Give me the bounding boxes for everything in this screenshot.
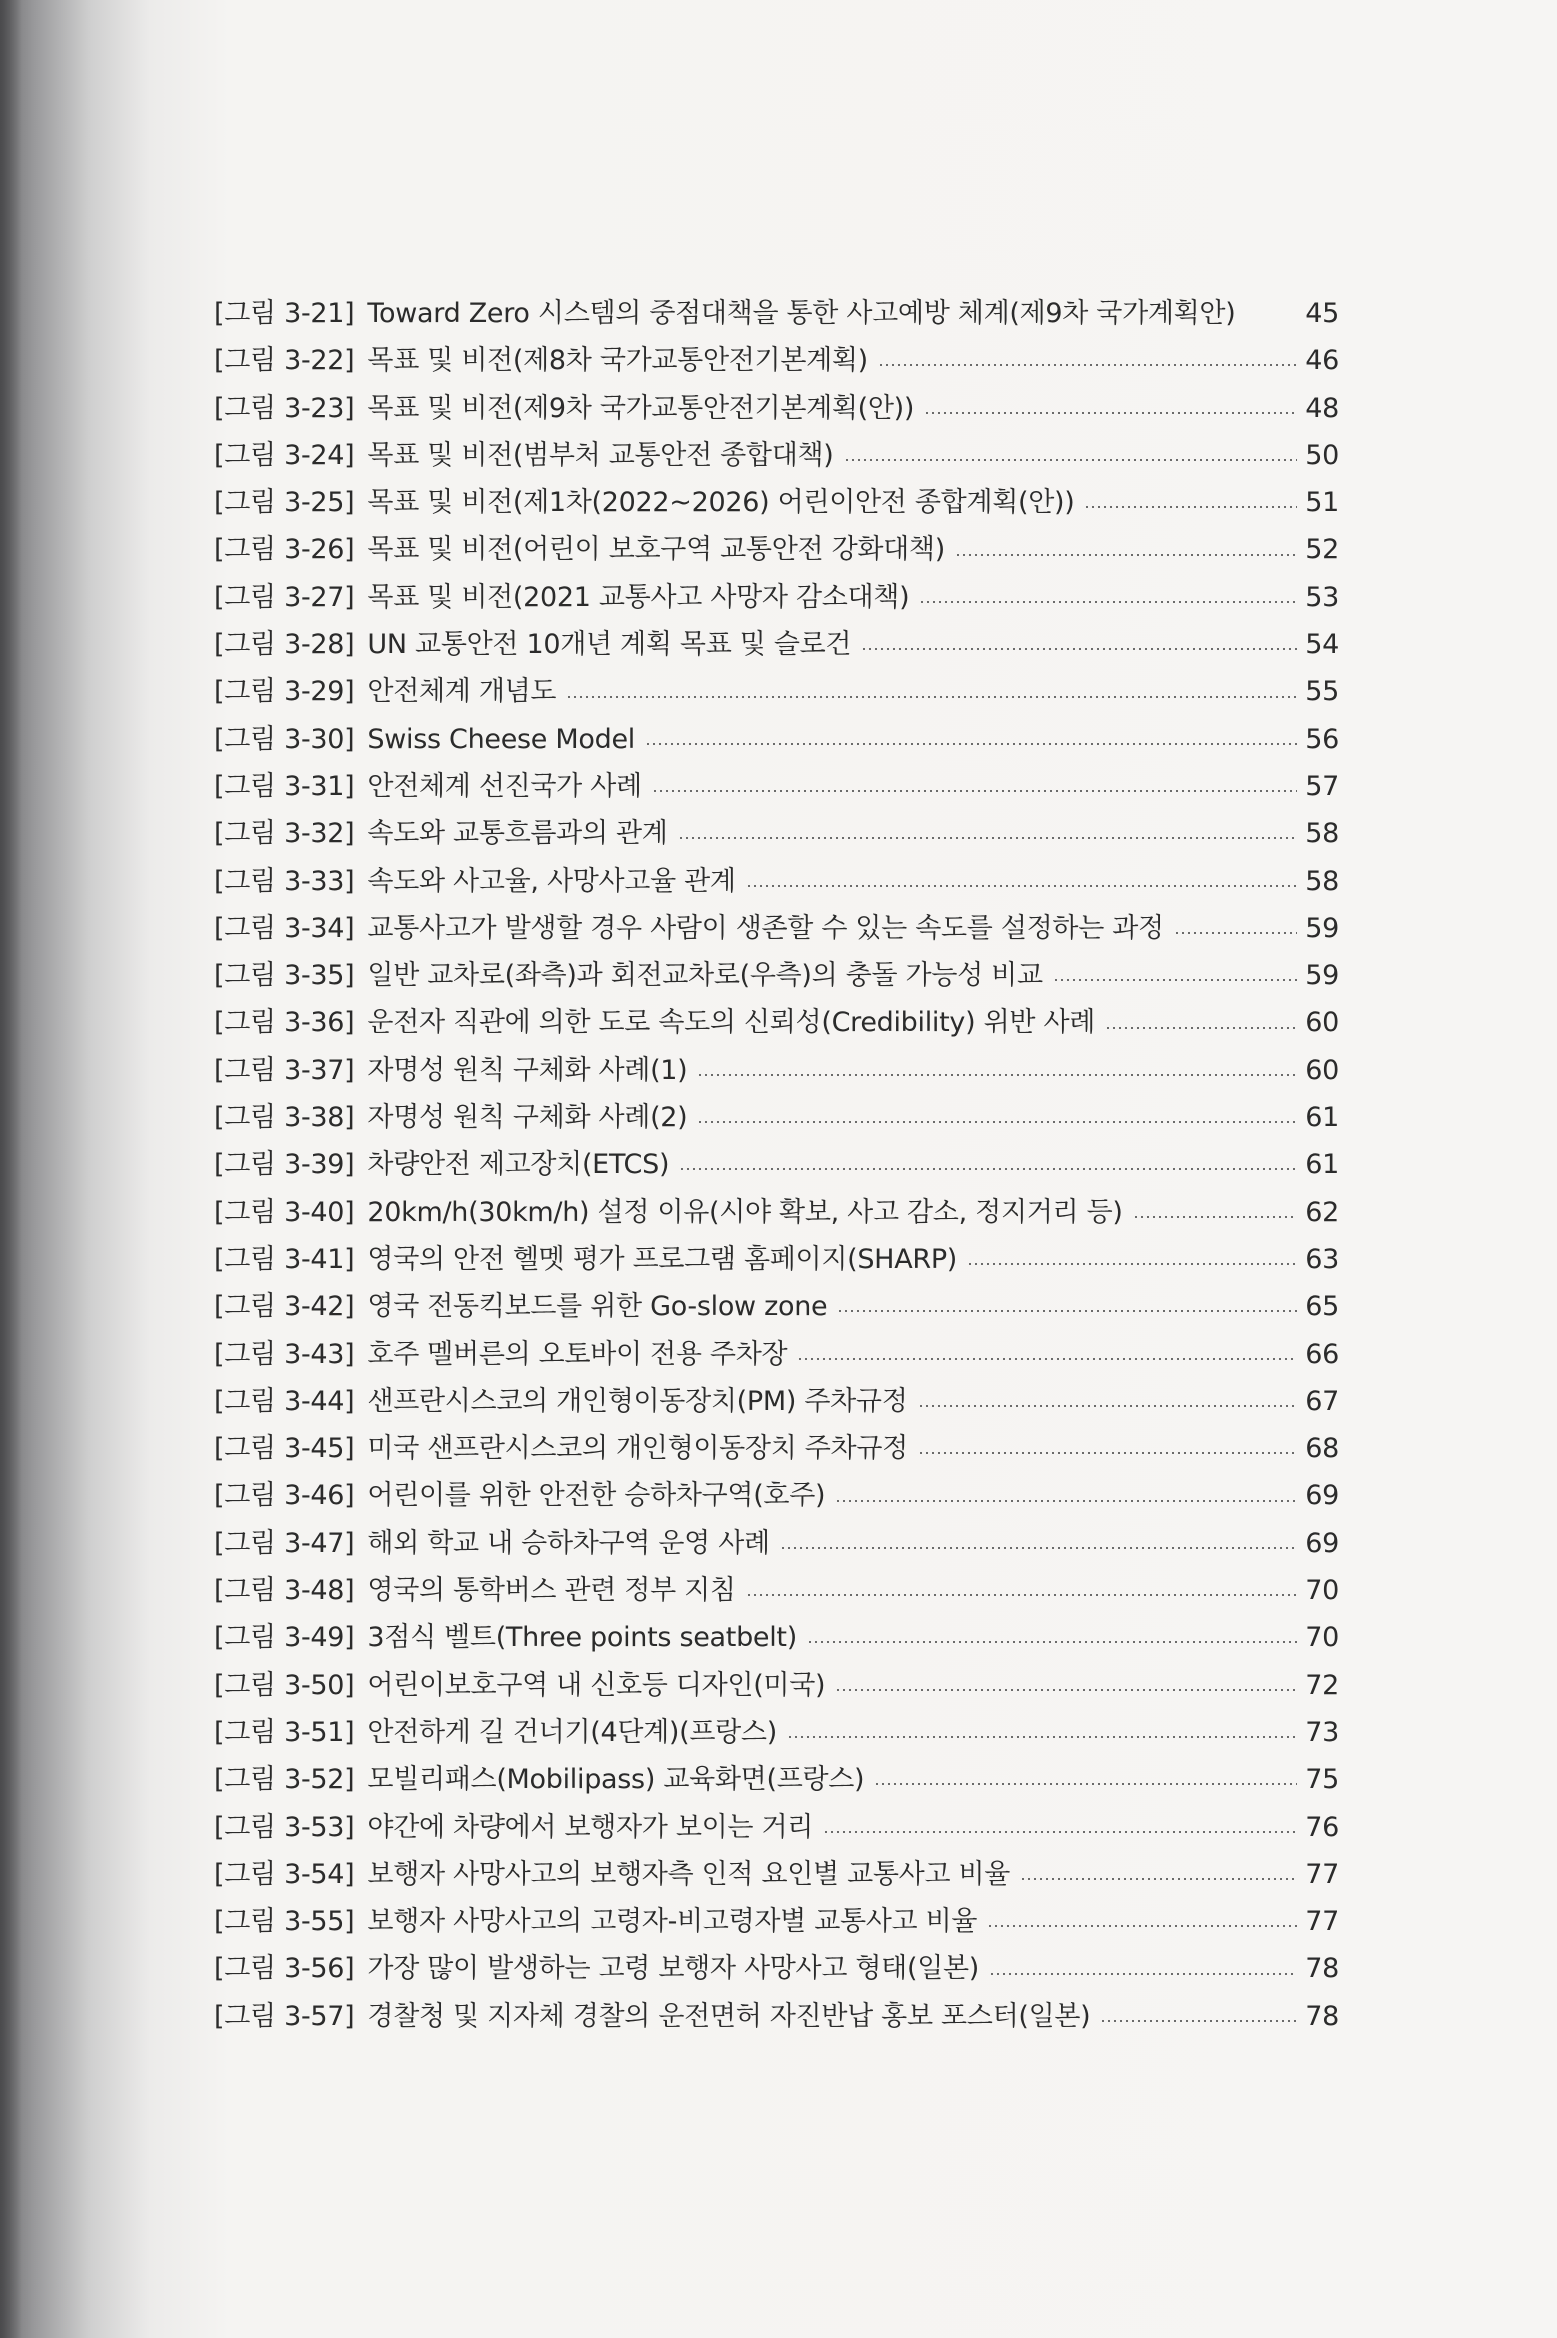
figure-number: [그림 3-49] [214, 1622, 355, 1654]
figure-number: [그림 3-23] [214, 392, 355, 424]
toc-entry [214, 1472, 1339, 1519]
page-number: 46 [1305, 345, 1339, 377]
toc-entry [214, 1993, 1339, 2040]
dot-leader [645, 743, 1297, 745]
toc-entry [214, 1283, 1339, 1330]
figure-number: [그림 3-22] [214, 345, 355, 377]
page-number: 69 [1305, 1527, 1339, 1559]
figure-number: [그림 3-47] [214, 1527, 355, 1559]
dot-leader [861, 648, 1297, 650]
dot-leader [967, 1263, 1297, 1265]
toc-entry [214, 1804, 1339, 1851]
figure-title: 차량안전 제고장치(ETCS) [367, 1149, 670, 1181]
figure-title: 호주 멜버른의 오토바이 전용 주차장 [367, 1338, 788, 1370]
dot-leader [1133, 1216, 1298, 1218]
dot-leader [835, 1689, 1297, 1691]
dot-leader [924, 412, 1297, 414]
figure-title: 안전체계 개념도 [367, 676, 557, 708]
figure-title: Swiss Cheese Model [367, 723, 635, 755]
figure-title: 야간에 차량에서 보행자가 보이는 거리 [367, 1811, 814, 1843]
page-number: 78 [1305, 1953, 1339, 1985]
page-number: 54 [1305, 629, 1339, 661]
dot-leader [919, 601, 1297, 603]
figure-number: [그림 3-52] [214, 1764, 355, 1796]
figure-title: 20km/h(30km/h) 설정 이유(시야 확보, 사고 감소, 정지거리 등) [367, 1196, 1123, 1228]
toc-entry [214, 668, 1339, 715]
figure-number: [그림 3-21] [214, 298, 355, 329]
dot-leader [787, 1736, 1297, 1738]
figure-title: 목표 및 비전(범부처 교통안전 종합대책) [367, 439, 834, 471]
page-number: 58 [1305, 865, 1339, 897]
dot-leader [746, 1594, 1298, 1596]
toc-entry [214, 1756, 1339, 1803]
figure-number: [그림 3-45] [214, 1433, 355, 1465]
figure-number: [그림 3-57] [214, 2000, 355, 2032]
dot-leader [989, 1973, 1297, 1975]
dot-leader [1174, 932, 1297, 934]
figure-title: 자명성 원칙 구체화 사례(2) [367, 1102, 688, 1134]
figure-title: 영국의 안전 헬멧 평가 프로그램 홈페이지(SHARP) [367, 1243, 958, 1275]
figure-number: [그림 3-36] [214, 1007, 355, 1039]
figure-number: [그림 3-50] [214, 1669, 355, 1701]
page-number: 61 [1305, 1149, 1339, 1181]
toc-entry [214, 1378, 1339, 1425]
figure-number: [그림 3-56] [214, 1953, 355, 1985]
dot-leader [678, 837, 1298, 839]
toc-entry [214, 763, 1339, 810]
dot-leader [1105, 1027, 1297, 1029]
figure-title: UN 교통안전 10개년 계획 목표 및 슬로건 [367, 629, 852, 661]
figure-number: [그림 3-43] [214, 1338, 355, 1370]
figure-title: 안전체계 선진국가 사례 [367, 770, 642, 802]
dot-leader [566, 696, 1297, 698]
toc-entry [214, 1709, 1339, 1756]
page-number: 76 [1305, 1811, 1339, 1843]
dot-leader [697, 1074, 1297, 1076]
page-number: 56 [1305, 723, 1339, 755]
figure-title: 가장 많이 발생하는 고령 보행자 사망사고 형태(일본) [367, 1953, 979, 1985]
page-number: 50 [1305, 439, 1339, 471]
figure-number: [그림 3-40] [214, 1196, 355, 1228]
toc-entry [214, 621, 1339, 668]
figure-title: 보행자 사망사고의 보행자측 인적 요인별 교통사고 비율 [367, 1858, 1011, 1890]
toc-entry [214, 1898, 1339, 1945]
dot-leader [878, 364, 1297, 366]
toc-entry [214, 1331, 1339, 1378]
dot-leader [746, 885, 1298, 887]
figure-number: [그림 3-24] [214, 439, 355, 471]
figure-title: 목표 및 비전(제9차 국가교통안전기본계획(안)) [367, 392, 915, 424]
page-number: 58 [1305, 818, 1339, 850]
figure-title: 3점식 벨트(Three points seatbelt) [367, 1622, 797, 1654]
dot-leader [1241, 317, 1297, 319]
toc-entry [214, 526, 1339, 573]
page-number: 57 [1305, 770, 1339, 802]
figure-list [214, 290, 1339, 2040]
page-number: 48 [1305, 392, 1339, 424]
toc-entry [214, 1094, 1339, 1141]
page-number: 72 [1305, 1669, 1339, 1701]
figure-number: [그림 3-28] [214, 629, 355, 661]
figure-title: 경찰청 및 지자체 경찰의 운전면허 자진반납 홍보 포스터(일본) [367, 2000, 1091, 2032]
figure-number: [그림 3-53] [214, 1811, 355, 1843]
page-number: 63 [1305, 1243, 1339, 1275]
figure-title: 해외 학교 내 승하차구역 운영 사례 [367, 1527, 770, 1559]
figure-number: [그림 3-51] [214, 1716, 355, 1748]
figure-number: [그림 3-29] [214, 676, 355, 708]
toc-entry [214, 1662, 1339, 1709]
toc-entry [214, 858, 1339, 905]
figure-title: 목표 및 비전(제1차(2022~2026) 어린이안전 종합계획(안)) [367, 487, 1075, 519]
page-number: 52 [1305, 534, 1339, 566]
dot-leader [652, 790, 1297, 792]
page-number: 69 [1305, 1480, 1339, 1512]
figure-title: 목표 및 비전(어린이 보호구역 교통안전 강화대책) [367, 534, 945, 566]
dot-leader [955, 554, 1297, 556]
figure-number: [그림 3-46] [214, 1480, 355, 1512]
page-number: 60 [1305, 1054, 1339, 1086]
page-number: 45 [1305, 298, 1339, 329]
toc-entry [214, 1141, 1339, 1188]
page-number: 53 [1305, 581, 1339, 613]
toc-entry [214, 1567, 1339, 1614]
figure-number: [그림 3-33] [214, 865, 355, 897]
page-number: 70 [1305, 1575, 1339, 1607]
toc-entry [214, 1236, 1339, 1283]
figure-title: Toward Zero 시스템의 중점대책을 통한 사고예방 체계(제9차 국가계획안) [367, 298, 1236, 329]
dot-leader [807, 1641, 1297, 1643]
figure-number: [그림 3-25] [214, 487, 355, 519]
figure-title: 교통사고가 발생할 경우 사람이 생존할 수 있는 속도를 설정하는 과정 [367, 912, 1164, 944]
figure-title: 어린이보호구역 내 신호등 디자인(미국) [367, 1669, 826, 1701]
page-number: 78 [1305, 2000, 1339, 2032]
page-number: 62 [1305, 1196, 1339, 1228]
figure-number: [그림 3-34] [214, 912, 355, 944]
toc-entry [214, 716, 1339, 763]
figure-number: [그림 3-41] [214, 1243, 355, 1275]
toc-entry [214, 432, 1339, 479]
figure-title: 목표 및 비전(제8차 국가교통안전기본계획) [367, 345, 868, 377]
figure-title: 목표 및 비전(2021 교통사고 사망자 감소대책) [367, 581, 910, 613]
page-number: 59 [1305, 912, 1339, 944]
figure-number: [그림 3-44] [214, 1385, 355, 1417]
dot-leader [697, 1121, 1297, 1123]
dot-leader [1020, 1878, 1297, 1880]
toc-entry [214, 1047, 1339, 1094]
page-number: 77 [1305, 1858, 1339, 1890]
figure-number: [그림 3-31] [214, 770, 355, 802]
figure-title: 미국 샌프란시스코의 개인형이동장치 주차규정 [367, 1433, 908, 1465]
dot-leader [1053, 979, 1297, 981]
toc-entry [214, 810, 1339, 857]
page-number: 65 [1305, 1291, 1339, 1323]
dot-leader [837, 1310, 1297, 1312]
page-number: 66 [1305, 1338, 1339, 1370]
figure-number: [그림 3-38] [214, 1102, 355, 1134]
toc-entry [214, 290, 1339, 337]
spine-shadow [0, 0, 22, 2338]
figure-title: 자명성 원칙 구체화 사례(1) [367, 1054, 688, 1086]
dot-leader [1100, 2020, 1297, 2022]
dot-leader [918, 1452, 1297, 1454]
toc-entry [214, 905, 1339, 952]
dot-leader [844, 459, 1298, 461]
figure-title: 영국의 통학버스 관련 정부 지침 [367, 1575, 736, 1607]
figure-title: 속도와 교통흐름과의 관계 [367, 818, 668, 850]
toc-entry [214, 999, 1339, 1046]
figure-number: [그림 3-32] [214, 818, 355, 850]
figure-title: 안전하게 길 건너기(4단계)(프랑스) [367, 1716, 777, 1748]
page-number: 70 [1305, 1622, 1339, 1654]
dot-leader [780, 1547, 1297, 1549]
dot-leader [918, 1405, 1298, 1407]
figure-title: 운전자 직관에 의한 도로 속도의 신뢰성(Credibility) 위반 사례 [367, 1007, 1096, 1039]
figure-number: [그림 3-27] [214, 581, 355, 613]
page-number: 77 [1305, 1906, 1339, 1938]
dot-leader [679, 1168, 1297, 1170]
figure-title: 속도와 사고율, 사망사고율 관계 [367, 865, 736, 897]
toc-entry [214, 1520, 1339, 1567]
page-number: 68 [1305, 1433, 1339, 1465]
page-number: 59 [1305, 960, 1339, 992]
figure-title: 모빌리패스(Mobilipass) 교육화면(프랑스) [367, 1764, 865, 1796]
page-number: 67 [1305, 1385, 1339, 1417]
figure-title: 샌프란시스코의 개인형이동장치(PM) 주차규정 [367, 1385, 908, 1417]
page-number: 73 [1305, 1716, 1339, 1748]
toc-entry [214, 479, 1339, 526]
toc-entry [214, 952, 1339, 999]
dot-leader [987, 1925, 1297, 1927]
figure-title: 영국 전동킥보드를 위한 Go-slow zone [367, 1291, 828, 1323]
figure-number: [그림 3-48] [214, 1575, 355, 1607]
page-number: 61 [1305, 1102, 1339, 1134]
figure-title: 어린이를 위한 안전한 승하차구역(호주) [367, 1480, 826, 1512]
figure-number: [그림 3-55] [214, 1906, 355, 1938]
figure-number: [그림 3-37] [214, 1054, 355, 1086]
toc-entry [214, 1189, 1339, 1236]
dot-leader [823, 1831, 1297, 1833]
toc-entry [214, 574, 1339, 621]
toc-entry [214, 1945, 1339, 1992]
figure-title: 일반 교차로(좌측)과 회전교차로(우측)의 충돌 가능성 비교 [367, 960, 1043, 992]
figure-number: [그림 3-30] [214, 723, 355, 755]
toc-entry [214, 1425, 1339, 1472]
page-number: 60 [1305, 1007, 1339, 1039]
toc-entry [214, 385, 1339, 432]
figure-number: [그림 3-26] [214, 534, 355, 566]
figure-title: 보행자 사망사고의 고령자-비고령자별 교통사고 비율 [367, 1906, 978, 1938]
figure-number: [그림 3-35] [214, 960, 355, 992]
toc-entry [214, 1851, 1339, 1898]
figure-number: [그림 3-54] [214, 1858, 355, 1890]
figure-number: [그림 3-39] [214, 1149, 355, 1181]
page-number: 51 [1305, 487, 1339, 519]
toc-entry [214, 337, 1339, 384]
toc-entry [214, 1614, 1339, 1661]
dot-leader [835, 1500, 1297, 1502]
page-number: 55 [1305, 676, 1339, 708]
dot-leader [1084, 506, 1297, 508]
page-number: 75 [1305, 1764, 1339, 1796]
dot-leader [797, 1358, 1297, 1360]
figure-number: [그림 3-42] [214, 1291, 355, 1323]
dot-leader [874, 1783, 1297, 1785]
